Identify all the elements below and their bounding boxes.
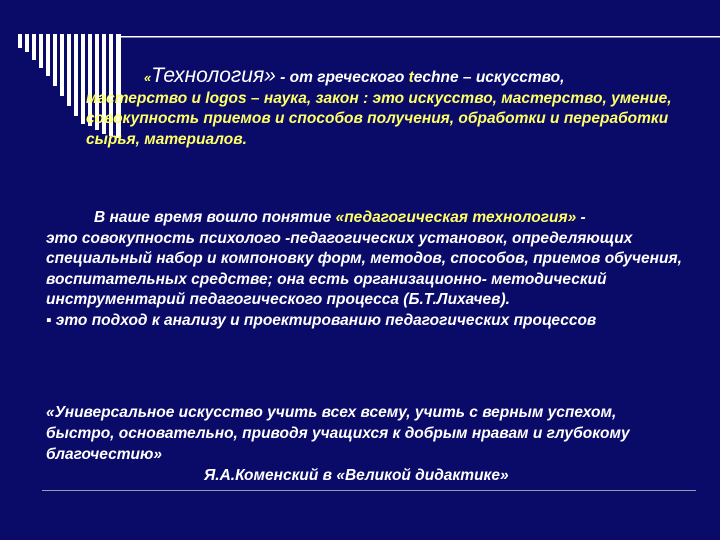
bullet-item	[46, 311, 686, 332]
greek-rest: echne	[413, 69, 459, 86]
quote-text: «Универсальное искусство учить всех всему, учить с верным успехом, быстро, основательно, приводя учащихся к добрым нравам и глубокому благочестию»	[46, 404, 630, 463]
greek-t: t	[408, 69, 414, 86]
divider	[42, 490, 696, 491]
definition-block	[86, 66, 716, 150]
bullet-text: это подход к анализу и проектированию педагогических процессов	[51, 311, 597, 329]
quote-author: Я.А.Коменский в «Великой дидактике»	[204, 467, 509, 484]
term-technology: Технология	[151, 64, 265, 87]
modern-intro: В наше время вошло понятие	[94, 209, 336, 226]
bullet-icon: ▪	[46, 311, 52, 329]
quote-open: «	[144, 70, 152, 85]
quote-close: »	[264, 64, 276, 87]
modern-definition-block	[46, 208, 686, 331]
definition-line1-rest: – искусство,	[458, 69, 565, 86]
modern-body: это совокупность психолого -педагогических установок, определяющих специальный набор и компоновку форм, методов, способов, приемов обучения, воспитательных средстве; она есть организационно- методический инструментарий педагогического процесса (Б.Т.Лихачев).	[46, 229, 682, 308]
modern-term: «педагогическая технология»	[335, 209, 577, 226]
comenius-quote	[46, 402, 686, 486]
definition-text: мастерство и logos – наука, закон : это искусство, мастерство, умение, совокупность приемов и способов получения, обработки и переработки сырья, материалов.	[86, 89, 672, 148]
modern-after-term: -	[576, 209, 586, 226]
definition-after-term: - от греческого	[275, 69, 409, 86]
